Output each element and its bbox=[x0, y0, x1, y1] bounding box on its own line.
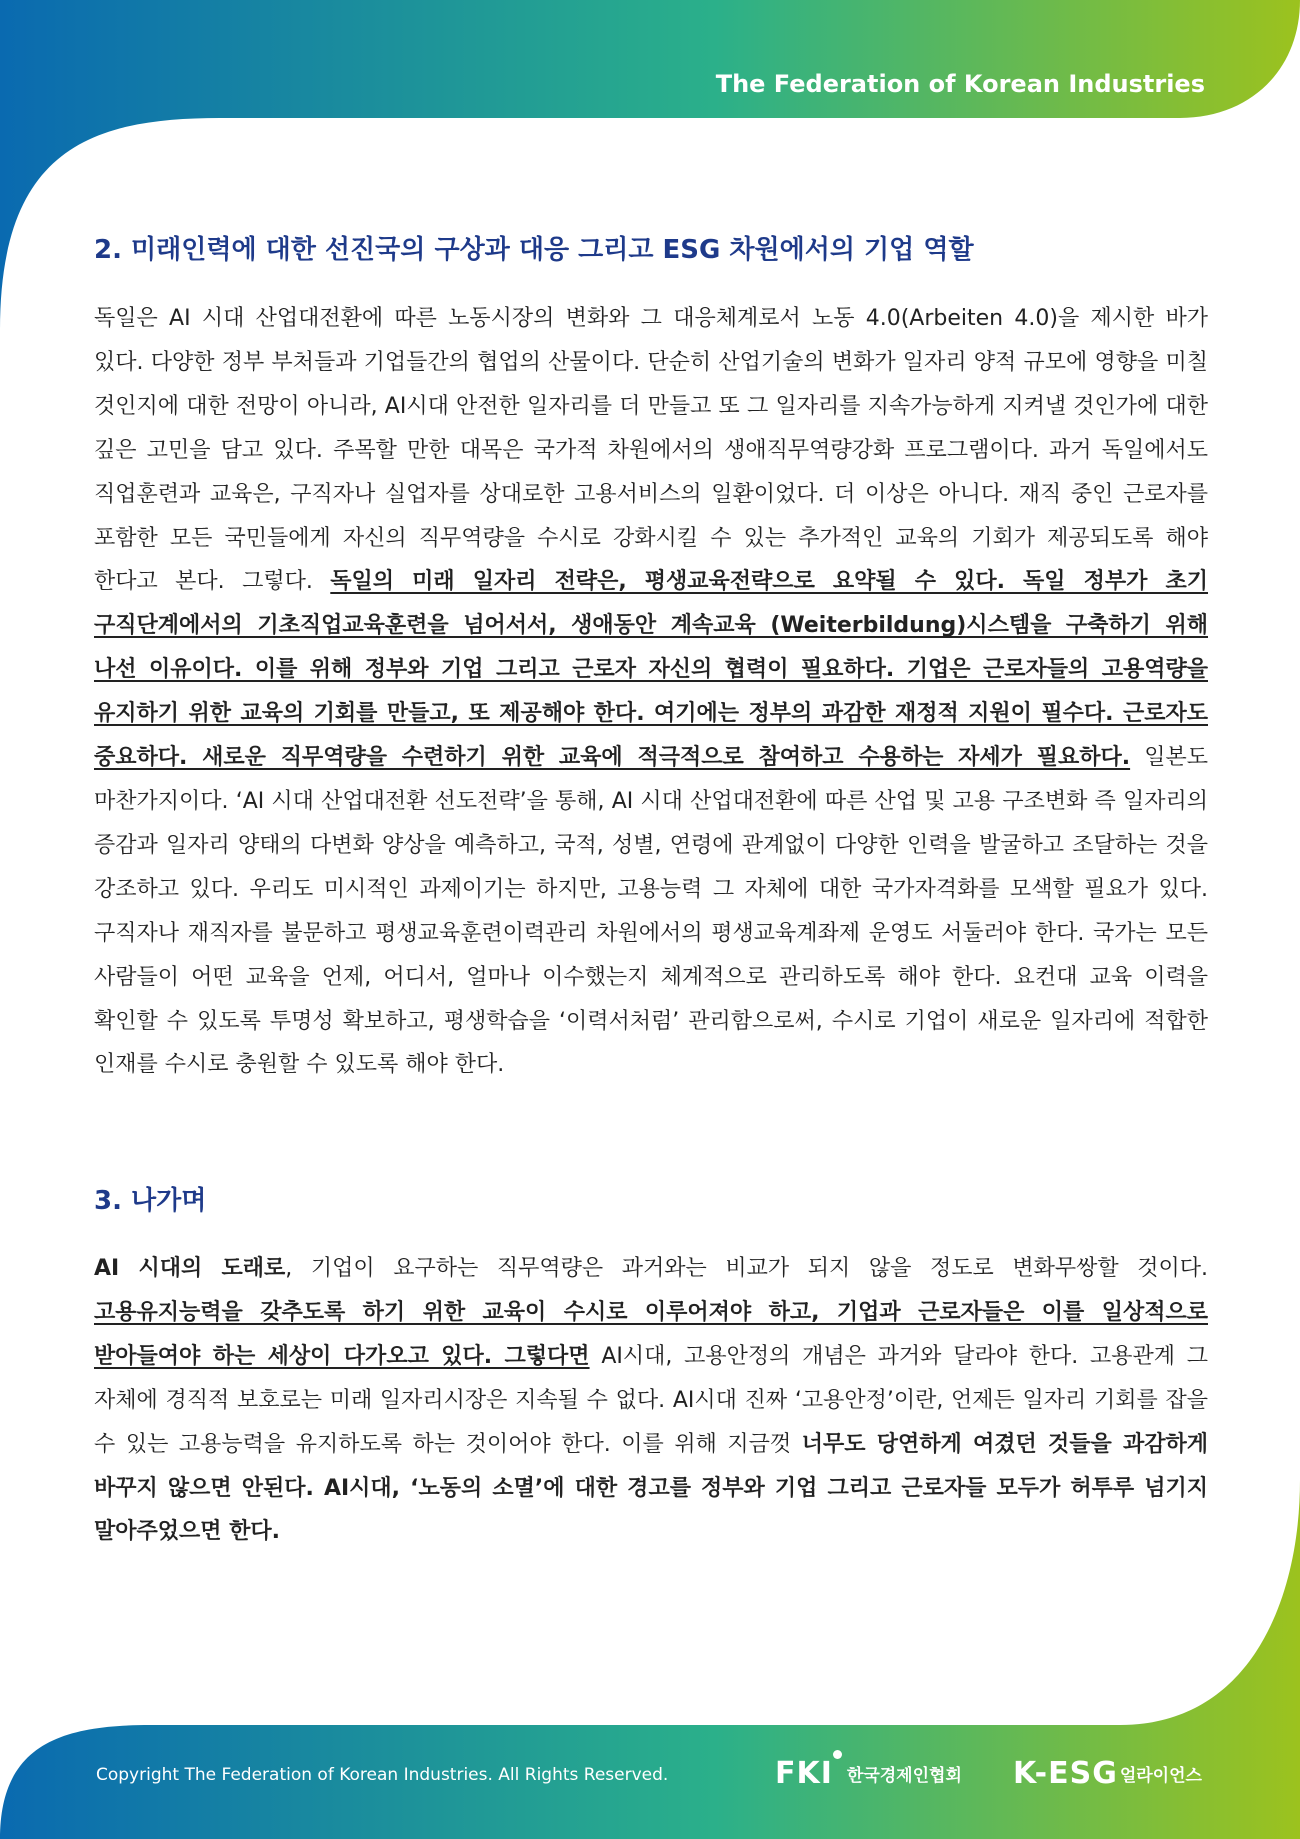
section-2-paragraph bbox=[94, 297, 1208, 1087]
kesg-logo-mark: K-ESG bbox=[1013, 1756, 1118, 1791]
section-2-title: 2. 미래인력에 대한 선진국의 구상과 대응 그리고 ESG 차원에서의 기업 역할 bbox=[94, 235, 974, 265]
fki-logo-mark-text: FKI bbox=[775, 1756, 833, 1791]
fki-logo-name: 한국경제인협회 bbox=[846, 1766, 962, 1786]
section-3-underlined-text: 고용유지능력을 갖추도록 하기 위한 교육이 수시로 이루어져야 하고, 기업과 근로자들은 이를 일상적으로 받아들여야 하는 세상이 다가오고 있다. 그렇다면 bbox=[94, 1299, 1208, 1369]
section-2-text-2: 일본도 마찬가지이다. ‘AI 시대 산업대전환 선도전략’을 통해, AI 시대 산업대전환에 따른 산업 및 고용 구조변화 즉 일자리의 증감과 일자리 양태의 다변화 양상을 예측하고, 국적, 성별, 연령에 관계없이 다양한 인력을 발굴하고 조달하는 것을 강조하고 있다. 우리도 미시적인 과제이기는 하지만, 고용능력 그 자체에 대한 국가자격화를 모색할 필요가 있다. 구직자나 재직자를 불문하고 평생교육훈련이력관리 차원에서의 평생교육계좌제 운영도 서둘러야 한다. 국가는 모든 사람들이 어떤 교육을 언제, 어디서, 얼마나 이수했는지 체계적으로 관리하도록 해야 한다. 요컨대 교육 이력을 확인할 수 있도록 투명성 확보하고, 평생학습을 ‘이력서처럼’ 관리함으로써, 수시로 기업이 새로운 일자리에 적합한 인재를 수시로 충원할 수 있도록 해야 한다. bbox=[94, 745, 1208, 1078]
section-2-underlined-text: 독일의 미래 일자리 전략은, 평생교육전략으로 요약될 수 있다. 독일 정부가 초기 구직단계에서의 기초직업교육훈련을 넘어서서, 생애동안 계속교육 (Weiterbildung)시스템을 구축하기 위해 나선 이유이다. 이를 위해 정부와 기업 그리고 근로자 자신의 협력이 필요하다. 기업은 근로자들의 고용역량을 유지하기 위한 교육의 기회를 만들고, 또 제공해야 한다. 여기에는 정부의 과감한 재정적 지원이 필수다. 근로자도 중요하다. 새로운 직무역량을 수련하기 위한 교육에 적극적으로 참여하고 수용하는 자세가 필요하다. bbox=[94, 569, 1209, 771]
section-3-paragraph bbox=[94, 1247, 1208, 1554]
section-3-text-1: , 기업이 요구하는 직무역량은 과거와는 비교가 되지 않을 정도로 변화무쌍할 것이다. bbox=[285, 1256, 1208, 1281]
section-3-bold-text-1: AI 시대의 도래로 bbox=[94, 1256, 286, 1281]
fki-logo-mark bbox=[775, 1756, 833, 1791]
kesg-logo bbox=[1013, 1756, 1202, 1791]
section-3-text-2: AI시대, 고용안정의 개념은 과거와 달라야 한다. 고용관계 그 자체에 경직적 보호로는 미래 일자리시장은 지속될 수 없다. AI시대 진짜 ‘고용안정’이란, 언제든 일자리 기회를 잡을 수 있는 고용능력을 유지하도록 하는 것이어야 한다. 이를 위해 지금껏 bbox=[94, 1343, 1208, 1457]
fki-dot-icon bbox=[833, 1750, 842, 1759]
fki-logo bbox=[775, 1756, 962, 1791]
section-3-bold-text-2: 너무도 당연하게 여겼던 것들을 과감하게 바꾸지 않으면 안된다. AI시대, ‘노동의 소멸’에 대한 경고를 정부와 기업 그리고 근로자들 모두가 허투루 넘기지 말아주었으면 한다. bbox=[94, 1431, 1208, 1545]
footer-copyright: Copyright The Federation of Korean Industries. All Rights Reserved. bbox=[96, 1765, 669, 1785]
kesg-logo-name: 얼라이언스 bbox=[1119, 1766, 1202, 1786]
section-2-text-1: 독일은 AI 시대 산업대전환에 따른 노동시장의 변화와 그 대응체계로서 노동 4.0(Arbeiten 4.0)을 제시한 바가 있다. 다양한 정부 부처들과 기업들간의 협업의 산물이다. 단순히 산업기술의 변화가 일자리 양적 규모에 영향을 미칠 것인지에 대한 전망이 아니라, AI시대 안전한 일자리를 더 만들고 또 그 일자리를 지속가능하게 지켜낼 것인가에 대한 깊은 고민을 담고 있다. 주목할 만한 대목은 국가적 차원에서의 생애직무역량강화 프로그램이다. 과거 독일에서도 직업훈련과 교육은, 구직자나 실업자를 상대로한 고용서비스의 일환이었다. 더 이상은 아니다. 재직 중인 근로자를 포함한 모든 국민들에게 자신의 직무역량을 수시로 강화시킬 수 있는 추가적인 교육의 기회가 제공되도록 해야 한다고 본다. 그렇다. bbox=[94, 306, 1208, 595]
header-title: The Federation of Korean Industries bbox=[715, 70, 1205, 98]
section-3-title: 3. 나가며 bbox=[94, 1186, 207, 1216]
